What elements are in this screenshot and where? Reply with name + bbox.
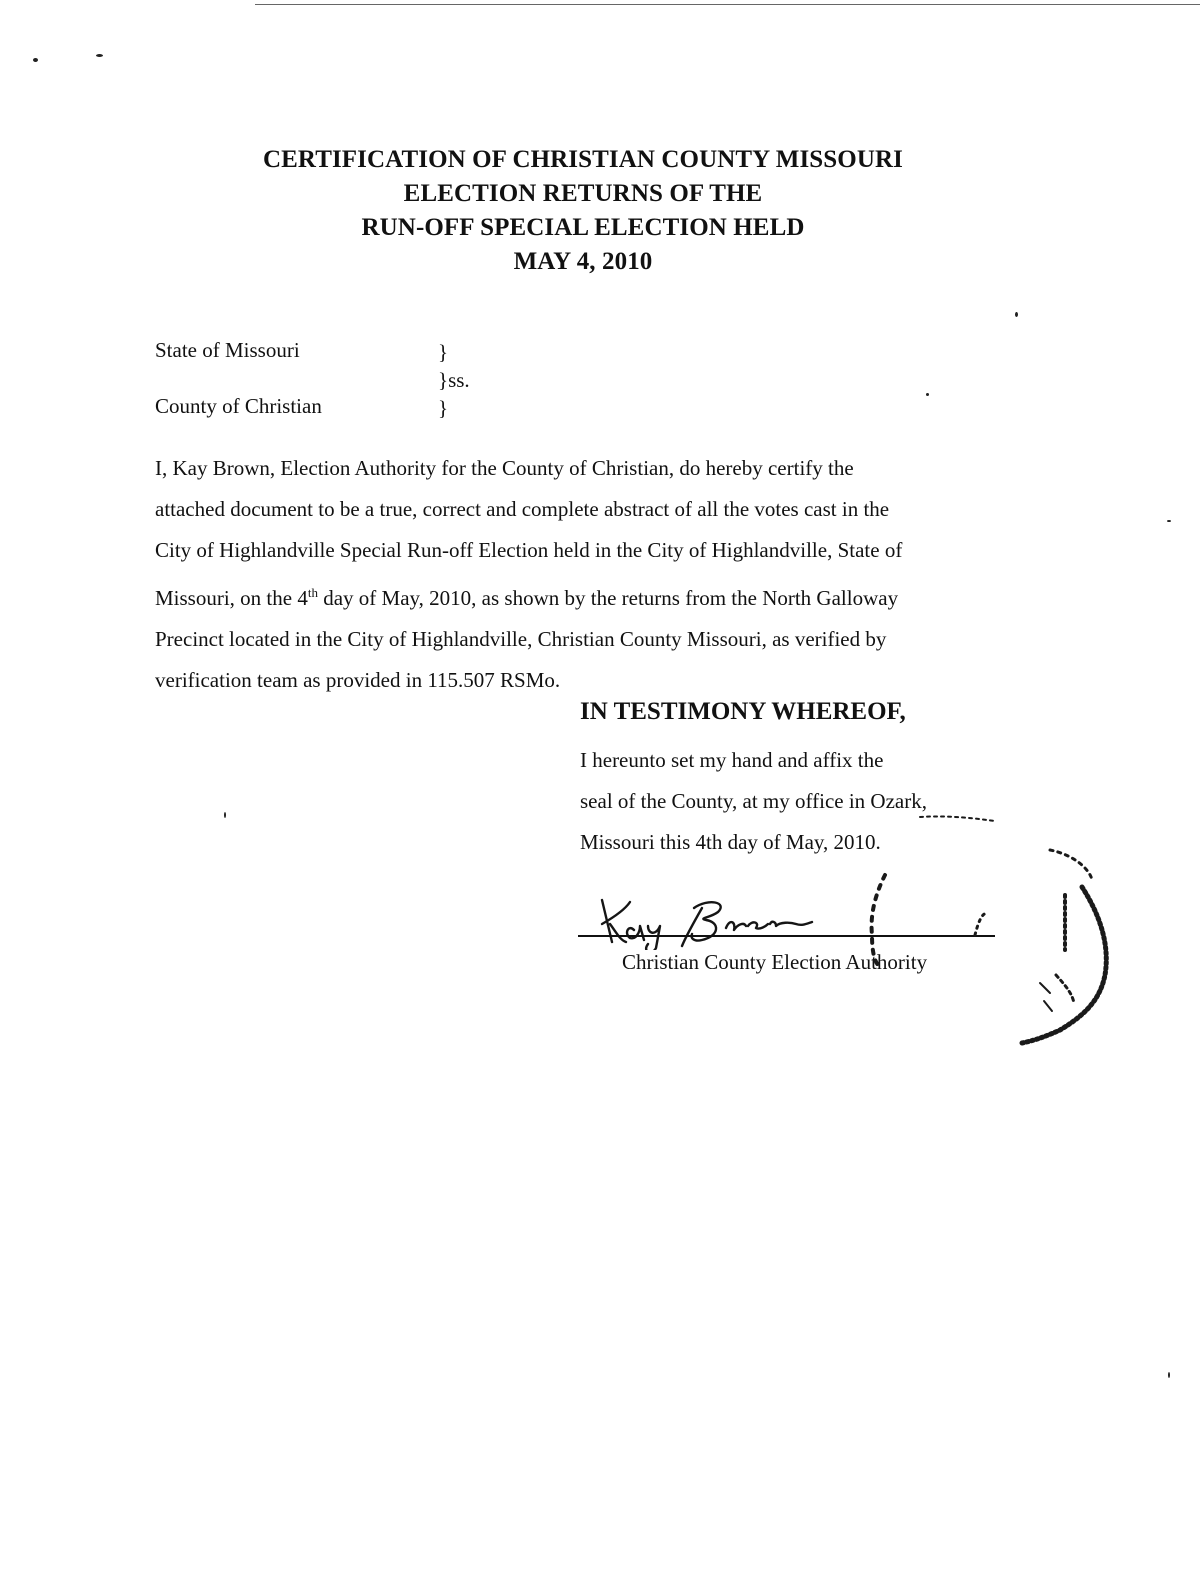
paragraph-line: attached document to be a true, correct and complete abstract of all the votes cast in the [155,497,890,522]
handwritten-signature [590,878,830,950]
ordinal-suffix: th [307,584,318,600]
paragraph-text: Missouri, on the 4 [155,585,308,610]
signature-caption: Christian County Election Authority [622,950,928,974]
testimony-line: seal of the County, at my office in Ozark, [580,789,927,813]
scan-speck [33,58,38,62]
title-line: RUN-OFF SPECIAL ELECTION HELD [361,214,805,241]
paragraph-line [155,572,1015,619]
paragraph-line: I, Kay Brown, Election Authority for the County of Christian, do hereby certify the [155,456,854,480]
testimony-line: I hereunto set my hand and affix the [580,748,884,772]
scan-speck [1168,1372,1170,1378]
testimony-line: Missouri this 4th day of May, 2010. [580,830,881,854]
title-line: ELECTION RETURNS OF THE [403,180,763,207]
scan-speck [224,812,226,818]
venue-brace: } [438,340,449,364]
paragraph-text: day of May, 2010, as shown by the returns from the North Galloway [317,585,899,610]
title-date: MAY 4, 2010 [513,248,653,275]
title-line: CERTIFICATION OF CHRISTIAN COUNTY MISSOURI [263,146,903,173]
scan-speck [1015,312,1018,317]
scan-top-border [255,4,1200,5]
venue-ss: }ss. [438,368,470,392]
paragraph-line: City of Highlandville Special Run-off Election held in the City of Highlandville, State of [155,538,903,563]
scan-speck [1167,520,1171,522]
venue-county: County of Christian [155,394,322,418]
venue-state: State of Missouri [155,338,300,362]
certification-paragraph [155,448,1015,701]
paragraph-line: verification team as provided in 115.507 RSMo. [155,668,561,693]
scan-speck [926,393,929,396]
document-title [0,143,1166,279]
scan-speck [96,54,103,57]
county-seal-stamp [860,815,1160,1075]
testimony-heading: IN TESTIMONY WHEREOF, [580,698,906,725]
paragraph-line: Precinct located in the City of Highlandville, Christian County Missouri, as verified by [155,626,887,651]
venue-brace: } [438,396,449,420]
